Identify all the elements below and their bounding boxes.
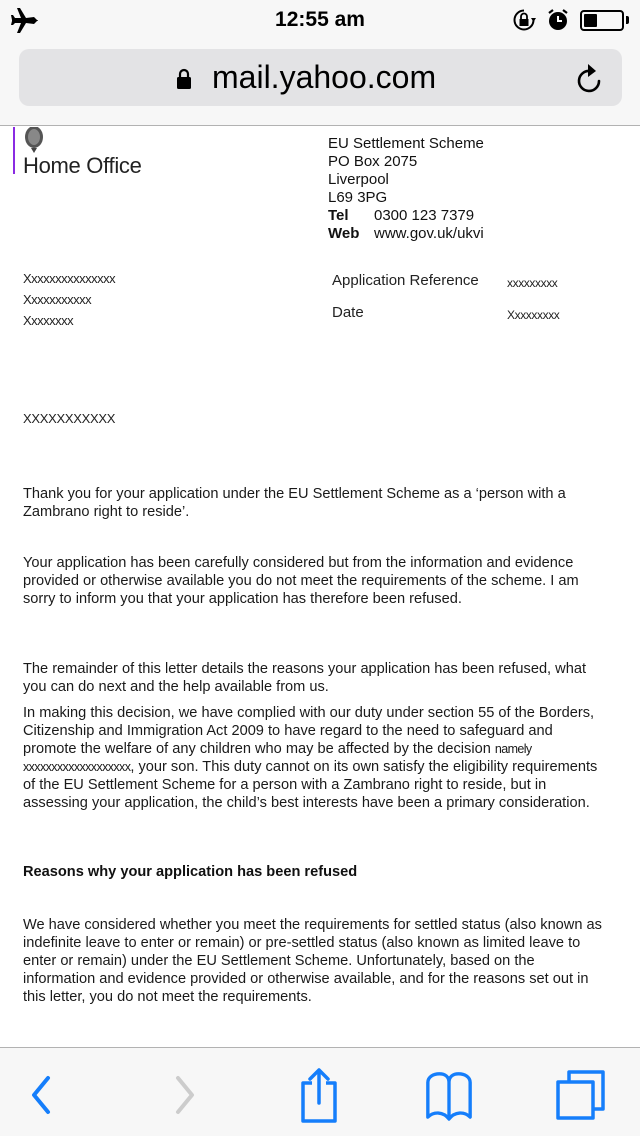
share-button[interactable] (293, 1070, 343, 1120)
section-heading: Reasons why your application has been refused (23, 864, 358, 880)
address-bar[interactable] (19, 49, 622, 106)
chevron-right-icon (168, 1073, 198, 1117)
child-name-redacted: namely xxxxxxxxxxxxxxxxxxx (23, 742, 532, 774)
paragraph: The remainder of this letter details the reasons your application has been refused, what you can do next and the help available from us. (23, 661, 586, 695)
paragraph-section-55 (23, 704, 603, 812)
alarm-icon (546, 8, 570, 32)
meta-value: Xxxxxxxxx (507, 308, 560, 322)
contact-label: Tel (328, 207, 349, 224)
royal-crest-icon (24, 127, 44, 153)
browser-header (0, 0, 640, 126)
paragraph: Thank you for your application under the EU Settlement Scheme as a ‘person with a Zambrano right to reside’. (23, 486, 566, 520)
contact-value: 0300 123 7379 (374, 207, 475, 224)
letter-meta (332, 272, 592, 336)
contact-web (328, 225, 484, 243)
meta-label: Date (332, 304, 364, 321)
share-icon (298, 1067, 338, 1123)
application-reference (332, 272, 592, 304)
status-time: 12:55 am (275, 8, 365, 31)
reload-icon[interactable] (574, 61, 606, 95)
salutation: XXXXXXXXXXX (23, 411, 116, 426)
battery-nub (626, 16, 629, 24)
rotation-lock-icon (512, 8, 536, 32)
lock-icon (176, 68, 192, 90)
forward-button[interactable] (158, 1070, 208, 1120)
sender-address-line: EU Settlement Scheme (328, 135, 484, 152)
recipient-address-line: Xxxxxxxxxxx (23, 292, 92, 307)
recipient-address (23, 268, 115, 331)
meta-value: xxxxxxxxx (507, 276, 558, 290)
contact-value: www.gov.uk/ukvi (374, 225, 484, 242)
contact-tel (328, 207, 484, 225)
letter-document (0, 127, 640, 1047)
paragraph: Your application has been carefully considered but from the information and evidence provided or otherwise available you do not meet the requirements of the scheme. I am sorry to inform you that your application has therefore been refused. (23, 555, 579, 607)
paragraph: We have considered whether you meet the requirements for settled status (also known as indefinite leave to enter or remain) or pre-settled status (also known as limited leave to enter or remain) under the EU Settlement Scheme. Unfortunately, based on the information and evidence provided or otherwise available, and for the reasons set out in this letter, you do not meet the requirements. (23, 917, 602, 1005)
bookmarks-button[interactable] (424, 1070, 474, 1120)
tabs-button[interactable] (555, 1070, 605, 1120)
sender-address (328, 135, 484, 243)
recipient-address-line: Xxxxxxxx (23, 313, 74, 328)
tabs-icon (555, 1068, 605, 1122)
browser-toolbar (0, 1047, 640, 1136)
sender-address-line: Liverpool (328, 171, 389, 188)
url-text[interactable]: mail.yahoo.com (212, 59, 437, 95)
back-button[interactable] (18, 1070, 68, 1120)
contact-label: Web (328, 225, 360, 242)
book-icon (424, 1068, 474, 1122)
meta-label: Application Reference (332, 272, 479, 289)
sender-address-line: L69 3PG (328, 189, 388, 206)
battery-icon (580, 10, 624, 31)
paragraph-text: In making this decision, we have complied with our duty under section 55 of the Borders, Citizenship and Immigration Act 2009 to have regard to the need to safeguard and promote the welfare of any children who may be affected by the decision (23, 705, 595, 757)
sender-address-line: PO Box 2075 (328, 153, 418, 170)
paragraph-text: , your son. This duty cannot on its own satisfy the eligibility requirements of the EU Settlement Scheme for a person with a Zambrano right to reside, but in assessing your application, the child’s best interests have been a primary consideration. (23, 759, 598, 811)
organisation-name: Home Office (23, 153, 142, 178)
chevron-left-icon (28, 1073, 58, 1117)
battery-level (584, 14, 597, 27)
letterhead-rule (13, 127, 15, 174)
recipient-address-line: Xxxxxxxxxxxxxxx (23, 271, 116, 286)
status-bar (0, 0, 640, 40)
letter-date (332, 304, 592, 336)
